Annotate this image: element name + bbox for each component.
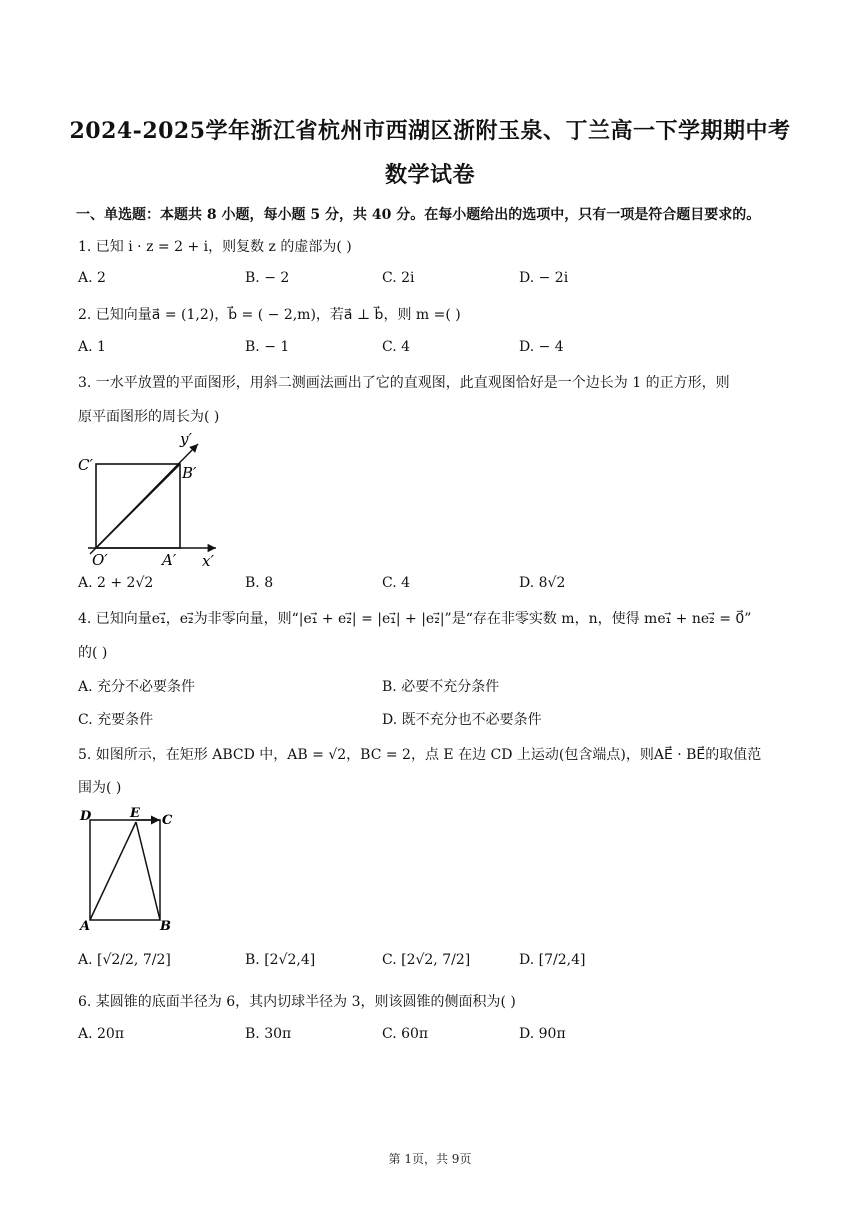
q4-option-d: D. 既不充分也不必要条件 — [382, 712, 542, 728]
q2-option-d: D. − 4 — [519, 339, 564, 355]
q5-figure — [76, 806, 186, 936]
page-subtitle: 数学试卷 — [384, 162, 475, 188]
q3-label-x: x′ — [202, 552, 214, 570]
question-3-stem-line1: 3. 一水平放置的平面图形，用斜二测画法画出了它的直观图，此直观图恰好是一个边长为 1 的正方形，则 — [78, 375, 730, 391]
q3-option-d: D. 8√2 — [519, 575, 566, 591]
q6-option-c: C. 60π — [382, 1026, 429, 1042]
q1-option-a: A. 2 — [78, 270, 106, 286]
q5-label-a: A — [80, 919, 91, 934]
q6-option-d: D. 90π — [519, 1026, 566, 1042]
q3-label-a: A′ — [162, 551, 177, 569]
q5-option-a: A. [√2/2, 7/2] — [78, 952, 171, 968]
q3-option-b: B. 8 — [245, 575, 274, 591]
question-3-stem-line2: 原平面图形的周长为( ) — [78, 409, 220, 425]
q1-option-b: B. − 2 — [245, 270, 290, 286]
q5-label-d: D — [80, 809, 92, 824]
q4-option-c: C. 充要条件 — [78, 712, 154, 728]
q3-label-b: B′ — [182, 464, 197, 482]
page-title: 2024-2025学年浙江省杭州市西湖区浙附玉泉、丁兰高一下学期期中考 — [69, 118, 791, 144]
q5-label-e: E — [130, 806, 140, 821]
q1-option-d: D. − 2i — [519, 270, 569, 286]
q4-option-a: A. 充分不必要条件 — [78, 679, 196, 695]
q5-option-d: D. [7/2,4] — [519, 952, 586, 968]
q5-label-b: B — [160, 919, 171, 934]
q3-label-o: O′ — [92, 551, 108, 569]
section-heading: 一、单选题：本题共 8 小题，每小题 5 分，共 40 分。在每小题给出的选项中，只有一项是符合题目要求的。 — [76, 207, 761, 223]
question-4-stem-line1: 4. 已知向量e₁⃗，e₂⃗为非零向量，则“|e₁⃗ + e₂⃗| = |e₁⃗| + |e₂⃗|”是“存在非零实数 m，n，使得 me₁⃗ + ne₂⃗ = 0⃗” — [78, 611, 752, 627]
question-5-stem-line1: 5. 如图所示，在矩形 ABCD 中，AB = √2，BC = 2，点 E 在边 CD 上运动(包含端点)，则AE⃗ · BE⃗的取值范 — [78, 747, 762, 763]
q6-option-b: B. 30π — [245, 1026, 292, 1042]
question-1-stem: 1. 已知 i · z = 2 + i，则复数 z 的虚部为( ) — [78, 239, 352, 255]
q6-option-a: A. 20π — [78, 1026, 125, 1042]
q3-label-y: y′ — [180, 430, 192, 448]
q3-figure — [76, 428, 226, 570]
question-5-stem-line2: 围为( ) — [78, 780, 122, 796]
q5-option-b: B. [2√2,4] — [245, 952, 316, 968]
q1-option-c: C. 2i — [382, 270, 415, 286]
q3-label-c: C′ — [78, 456, 93, 474]
q2-option-b: B. − 1 — [245, 339, 290, 355]
q2-option-a: A. 1 — [78, 339, 106, 355]
q3-option-a: A. 2 + 2√2 — [78, 575, 154, 591]
q5-option-c: C. [2√2, 7/2] — [382, 952, 471, 968]
question-2-stem: 2. 已知向量a⃗ = (1,2)，b⃗ = ( − 2,m)，若a⃗ ⊥ b⃗，则 m =( ) — [78, 307, 461, 323]
question-4-stem-line2: 的( ) — [78, 645, 108, 661]
question-6-stem: 6. 某圆锥的底面半径为 6，其内切球半径为 3，则该圆锥的侧面积为( ) — [78, 994, 516, 1010]
q2-option-c: C. 4 — [382, 339, 411, 355]
page-footer: 第 1页，共 9页 — [388, 1152, 472, 1166]
q4-option-b: B. 必要不充分条件 — [382, 679, 500, 695]
q5-label-c: C — [162, 813, 173, 828]
q3-option-c: C. 4 — [382, 575, 411, 591]
